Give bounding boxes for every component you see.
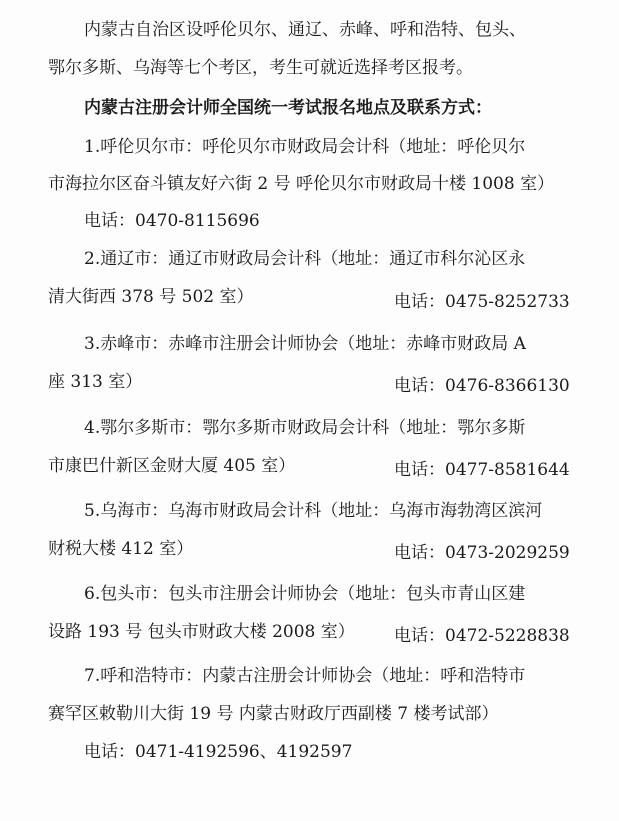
entry-5-line-1: 5.乌海市：乌海市财政局会计科（地址：乌海市海勃湾区滨河 <box>84 501 543 521</box>
entry-6-line-1: 6.包头市：包头市注册会计师协会（地址：包头市青山区建 <box>84 584 526 604</box>
entry-2-phone: 电话：0475-8252733 <box>394 292 570 312</box>
entry-7-line-1: 7.呼和浩特市：内蒙古注册会计师协会（地址：呼和浩特市 <box>84 666 526 686</box>
entry-6-phone: 电话：0472-5228838 <box>394 626 570 646</box>
entry-3-line-2: 座 313 室） <box>48 372 143 392</box>
entry-4-line-1: 4.鄂尔多斯市：鄂尔多斯市财政局会计科（地址：鄂尔多斯 <box>84 418 526 438</box>
entry-5-phone: 电话：0473-2029259 <box>394 543 570 563</box>
entry-1-phone: 电话：0470-8115696 <box>84 211 260 231</box>
entry-7-phone: 电话：0471-4192596、4192597 <box>84 742 353 762</box>
entry-2-line-2: 清大街西 378 号 502 室） <box>48 287 254 307</box>
section-heading: 内蒙古注册会计师全国统一考试报名地点及联系方式： <box>84 98 492 118</box>
entry-3-phone: 电话：0476-8366130 <box>394 376 570 396</box>
intro-line-1: 内蒙古自治区设呼伦贝尔、通辽、赤峰、呼和浩特、包头、 <box>84 20 526 40</box>
entry-1-line-1: 1.呼伦贝尔市：呼伦贝尔市财政局会计科（地址：呼伦贝尔 <box>84 137 526 157</box>
intro-line-2: 鄂尔多斯、乌海等七个考区，考生可就近选择考区报考。 <box>48 58 473 78</box>
entry-4-line-2: 市康巴什新区金财大厦 405 室） <box>48 456 296 476</box>
entry-7-line-2: 赛罕区敕勒川大街 19 号 内蒙古财政厅西副楼 7 楼考试部） <box>48 704 499 724</box>
entry-2-line-1: 2.通辽市：通辽市财政局会计科（地址：通辽市科尔沁区永 <box>84 249 526 269</box>
entry-6-line-2: 设路 193 号 包头市财政大楼 2008 室） <box>48 622 355 642</box>
entry-3-line-1: 3.赤峰市：赤峰市注册会计师协会（地址：赤峰市财政局 A <box>84 334 526 354</box>
entry-1-line-2: 市海拉尔区奋斗镇友好六街 2 号 呼伦贝尔市财政局十楼 1008 室） <box>48 174 555 194</box>
entry-5-line-2: 财税大楼 412 室） <box>48 539 194 559</box>
entry-4-phone: 电话：0477-8581644 <box>394 460 570 480</box>
